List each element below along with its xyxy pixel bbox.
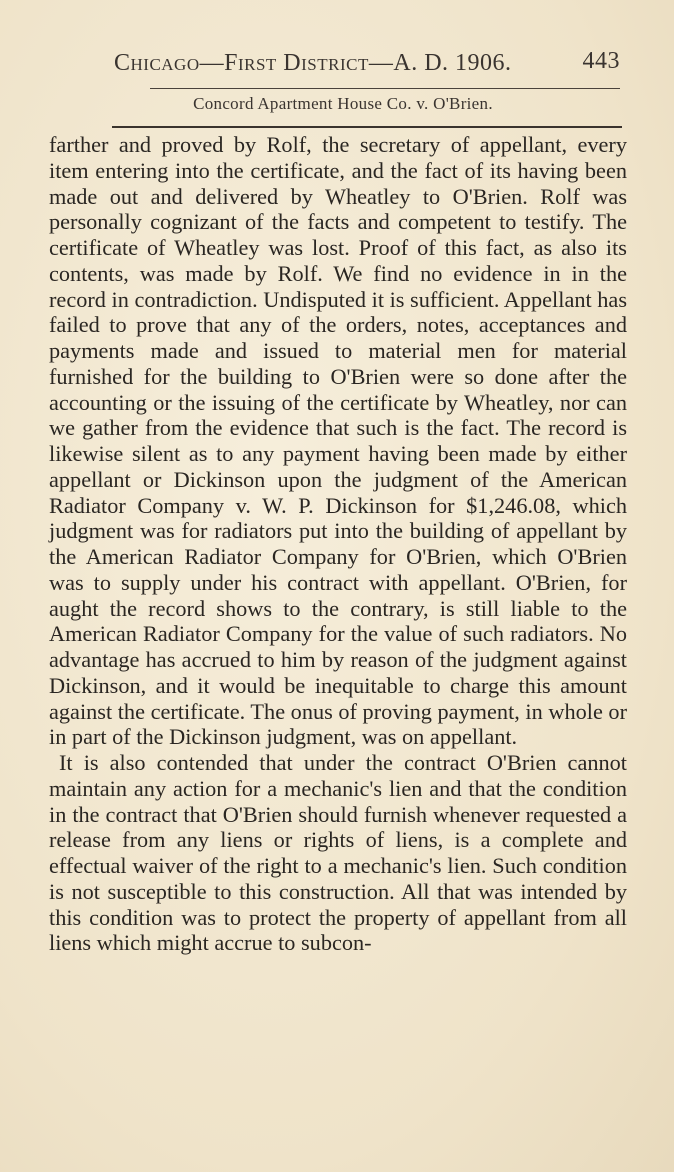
- running-title: Chicago—First District—A. D. 1906.: [114, 50, 512, 76]
- body-text: [49, 132, 627, 956]
- paragraph-1: farther and proved by Rolf, the secretary of appellant, every item entering into the certificate, and the fact of its having been made out and delivered by Wheatley to O'Brien. Rolf was personally cognizant of the facts and competent to testify. The certificate of Wheatley was lost. Proof of this fact, as also its contents, was made by Rolf. We find no evidence in in the record in contradiction. Undisputed it is sufficient. Appellant has failed to prove that any of the orders, notes, acceptances and payments made and issued to material men for material furnished for the building to O'Brien were so done after the accounting or the issuing of the certificate by Wheatley, nor can we gather from the evidence that such is the fact. The record is likewise silent as to any payment having been made by either appellant or Dickinson upon the judgment of the American Radiator Company v. W. P. Dickinson for $1,246.08, which judgment was for radiators put into the building of appellant by the American Radiator Company for O'Brien, which O'Brien was to supply under his contract with appellant. O'Brien, for aught the record shows to the contrary, is still liable to the American Radiator Company for the value of such radiators. No advantage has accrued to him by reason of the judgment against Dickinson, and it would be inequitable to charge this amount against the certificate. The onus of proving payment, in whole or in part of the Dickinson judgment, was on appellant.: [49, 132, 627, 750]
- case-caption-line: [0, 94, 674, 114]
- running-head: [110, 46, 620, 80]
- case-caption: Concord Apartment House Co. v. O'Brien.: [193, 94, 493, 113]
- header-rule-bottom: [112, 126, 622, 128]
- page-number: 443: [582, 48, 620, 74]
- paragraph-2: It is also contended that under the contract O'Brien cannot maintain any action for a mechanic's lien and that the condition in the contract that O'Brien should furnish whenever requested a release from any liens or rights of liens, is a complete and effectual waiver of the right to a mechanic's lien. Such condition is not susceptible to this construction. All that was intended by this condition was to protect the property of appellant from all liens which might accrue to subcon-: [49, 750, 627, 956]
- header-rule-top: [150, 88, 620, 89]
